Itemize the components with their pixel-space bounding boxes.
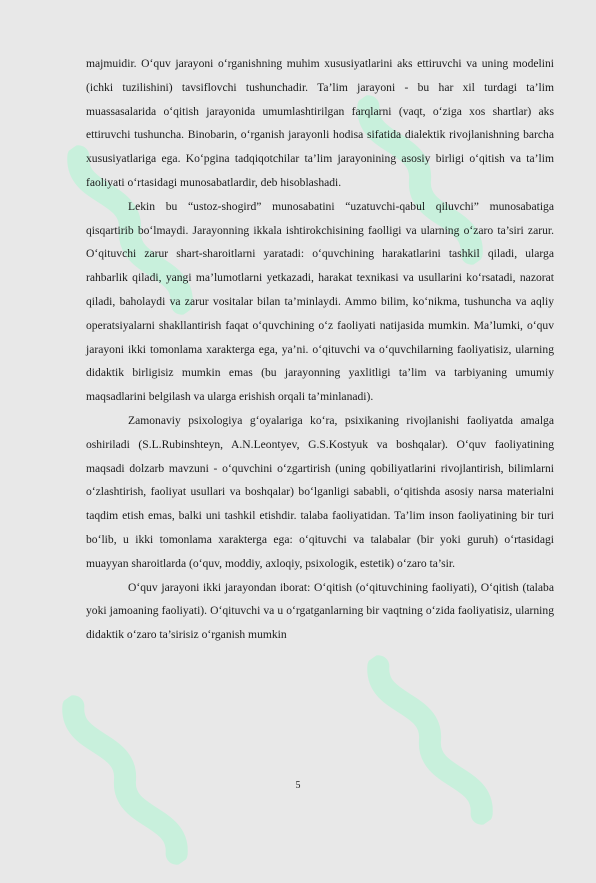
watermark-logo (348, 641, 512, 839)
document-body (86, 52, 554, 647)
paragraph: Zamonaviy psixologiya g‘oyalariga ko‘ra, psixikaning rivojlanishi faoliyatda amalga oshiriladi (S.L.Rubinshteyn, A.N.Leontyev, G.S.Kostyuk va boshqalar). O‘quv faoliyatining maqsadi dolzarb mavzuni - o‘quvchini o‘zgartirish (uning qobiliyatlarini rivojlantirish, bilimlarni o‘zlashtirish, faoliyat usullari va boshqalar) bo‘lganligi sababli, o‘qitishda asosiy narsa materialni taqdim etish emas, balki uni tashkil etishdir. talaba faoliyatidan. Ta’lim inson faoliyatining bir turi bo‘lib, u ikki tomonlama xarakterga ega: o‘qituvchi va talabalar (bir yoki guruh) o‘rtasidagi muayyan sharoitlarda (o‘quv, moddiy, axloqiy, psixologik, estetik) o‘zaro ta’sir. (86, 413, 554, 570)
paragraph: Lekin bu “ustoz-shogird” munosabatini “uzatuvchi-qabul qiluvchi” munosabatiga qisqartirib bo‘lmaydi. Jarayonning ikkala ishtirokchisining faolligi va ularning o‘zaro ta’siri zarur. O‘qituvchi zarur shart-sharoitlarni yaratadi: o‘quvchining harakatlarini tashkil qiladi, ularga rahbarlik qiladi, yangi ma’lumotlarni yetkazadi, harakat texnikasi va usullarini ko‘rsatadi, nazorat qiladi, baholaydi va zarur vositalar bilan ta’minlaydi. Ammo bilim, ko‘nikma, tushuncha va aqliy operatsiyalarni shakllantirish faqat o‘quvchining o‘z faoliyati natijasida mumkin. Ma’lumki, o‘quv jarayoni ikki tomonlama xarakterga ega, ya’ni. o‘qituvchi va o‘quvchilarning faoliyatisiz, ularning didaktik birligisiz mumkin emas (bu jarayonning yaxlitligi ta’lim va tarbiyaning umumiy maqsadlarini belgilash va ularga erishish orqali ta’minlanadi). (86, 199, 554, 404)
paragraph: O‘quv jarayoni ikki jarayondan iborat: O‘qitish (o‘qituvchining faoliyati), O‘qitish (talaba yoki jamoaning faoliyati). O‘qituvchi va u o‘rgatganlarning bir vaqtning o‘zida faoliyatisiz, ularning didaktik o‘zaro ta’sirisiz o‘rganish mumkin (86, 580, 554, 642)
page-number: 5 (295, 780, 301, 791)
paragraph: majmuidir. O‘quv jarayoni o‘rganishning muhim xususiyatlarini aks ettiruvchi va uning modelini (ichki tuzilishini) tavsiflovchi tushunchadir. Ta’lim jarayoni - bu har xil turdagi ta’lim muassasalarida o‘qitish jarayonida umumlashtirilgan farqlarni (vaqt, o‘ziga xos shartlar) aks ettiruvchi tushuncha. Binobarin, o‘rganish jarayonli hodisa sifatida dialektik rivojlanishning barcha xususiyatlariga ega. Ko‘pgina tadqiqotchilar ta’lim jarayonining asosiy birligi o‘qitish va ta’lim faoliyati o‘rtasidagi munosabatlardir, deb hisoblashadi. (86, 57, 554, 189)
